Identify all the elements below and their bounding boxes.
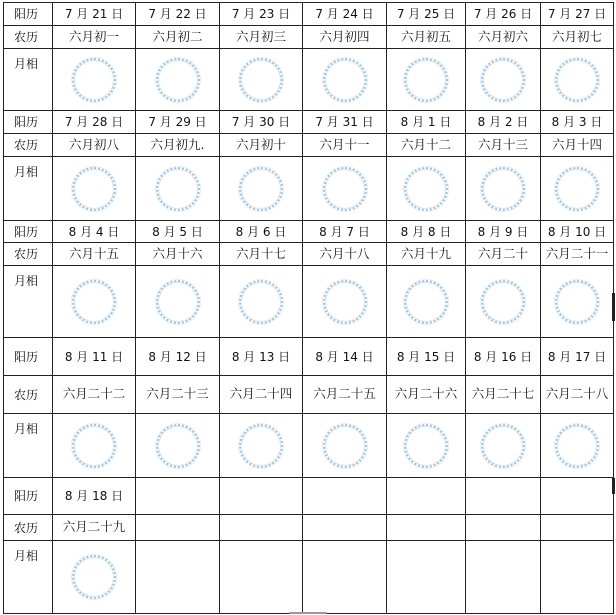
solar-date-cell [387, 478, 466, 515]
moon-phase-cell [303, 266, 387, 338]
lunar-date-cell: 六月初一 [53, 26, 136, 49]
lunar-row-label: 农历 [4, 26, 53, 49]
lunar-row [4, 243, 614, 266]
solar-date-cell [466, 478, 541, 515]
solar-date-cell [303, 478, 387, 515]
solar-date-cell: 8 月 7 日 [303, 221, 387, 243]
lunar-date-cell [466, 515, 541, 541]
solar-date-cell: 8 月 6 日 [220, 221, 303, 243]
phase-row-label: 月相 [4, 49, 53, 111]
solar-row-label: 阳历 [4, 221, 53, 243]
moon-phase-cell [220, 541, 303, 614]
lunar-date-cell [136, 515, 220, 541]
solar-date-cell [220, 478, 303, 515]
moon-phase-cell [220, 157, 303, 221]
solar-date-cell: 8 月 5 日 [136, 221, 220, 243]
moon-phase-cell [466, 49, 541, 111]
solar-row [4, 338, 614, 376]
moon-phase-cell [136, 266, 220, 338]
moon-icon [404, 280, 448, 324]
moon-icon [323, 424, 367, 468]
phase-row-label: 月相 [4, 266, 53, 338]
phase-row-label: 月相 [4, 541, 53, 614]
moon-phase-cell [220, 266, 303, 338]
lunar-date-cell: 六月十一 [303, 134, 387, 157]
moon-icon [323, 280, 367, 324]
moon-phase-cell [136, 541, 220, 614]
lunar-date-cell: 六月二十 [466, 243, 541, 266]
solar-date-cell: 8 月 8 日 [387, 221, 466, 243]
moon-icon [72, 58, 116, 102]
solar-date-cell: 8 月 11 日 [53, 338, 136, 376]
moon-phase-cell [303, 49, 387, 111]
moon-icon [239, 58, 283, 102]
lunar-date-cell [541, 515, 614, 541]
lunar-date-cell: 六月十四 [541, 134, 614, 157]
lunar-date-cell: 六月初五 [387, 26, 466, 49]
solar-date-cell: 8 月 2 日 [466, 111, 541, 134]
moon-icon [156, 167, 200, 211]
lunar-date-cell [387, 515, 466, 541]
moon-icon [156, 58, 200, 102]
solar-date-cell: 7 月 23 日 [220, 3, 303, 26]
moon-phase-cell [466, 157, 541, 221]
phase-row [4, 414, 614, 478]
lunar-row-label: 农历 [4, 376, 53, 414]
lunar-date-cell: 六月二十七 [466, 376, 541, 414]
moon-phase-cell [303, 157, 387, 221]
lunar-date-cell: 六月初三 [220, 26, 303, 49]
solar-date-cell: 7 月 28 日 [53, 111, 136, 134]
solar-date-cell: 7 月 21 日 [53, 3, 136, 26]
solar-date-cell: 8 月 18 日 [53, 478, 136, 515]
lunar-row [4, 376, 614, 414]
moon-phase-cell [387, 541, 466, 614]
moon-phase-calendar-table [3, 2, 614, 614]
moon-icon [72, 167, 116, 211]
moon-phase-cell [303, 414, 387, 478]
lunar-date-cell: 六月十八 [303, 243, 387, 266]
lunar-row [4, 515, 614, 541]
moon-phase-cell [466, 541, 541, 614]
moon-icon [323, 167, 367, 211]
solar-date-cell: 7 月 31 日 [303, 111, 387, 134]
solar-row [4, 111, 614, 134]
moon-icon [481, 280, 525, 324]
solar-date-cell: 8 月 17 日 [541, 338, 614, 376]
solar-date-cell: 7 月 29 日 [136, 111, 220, 134]
lunar-date-cell: 六月初八 [53, 134, 136, 157]
solar-date-cell: 7 月 30 日 [220, 111, 303, 134]
solar-row-label: 阳历 [4, 338, 53, 376]
moon-phase-cell [387, 49, 466, 111]
solar-row [4, 221, 614, 243]
solar-date-cell: 7 月 22 日 [136, 3, 220, 26]
lunar-row-label: 农历 [4, 134, 53, 157]
solar-row-label: 阳历 [4, 3, 53, 26]
lunar-date-cell: 六月初四 [303, 26, 387, 49]
moon-phase-cell [387, 266, 466, 338]
phase-row-label: 月相 [4, 414, 53, 478]
lunar-date-cell: 六月十七 [220, 243, 303, 266]
moon-phase-cell [136, 414, 220, 478]
lunar-date-cell [303, 515, 387, 541]
moon-icon [239, 167, 283, 211]
phase-row [4, 157, 614, 221]
lunar-row [4, 134, 614, 157]
lunar-date-cell: 六月二十三 [136, 376, 220, 414]
moon-icon [555, 167, 599, 211]
lunar-date-cell: 六月二十一 [541, 243, 614, 266]
solar-date-cell: 7 月 26 日 [466, 3, 541, 26]
lunar-date-cell: 六月十六 [136, 243, 220, 266]
page-bottom-marker [289, 612, 327, 614]
moon-phase-cell [220, 49, 303, 111]
moon-phase-cell [303, 541, 387, 614]
solar-date-cell: 7 月 27 日 [541, 3, 614, 26]
moon-icon [481, 167, 525, 211]
lunar-date-cell: 六月二十二 [53, 376, 136, 414]
lunar-date-cell: 六月十九 [387, 243, 466, 266]
phase-row [4, 541, 614, 614]
moon-phase-cell [53, 157, 136, 221]
moon-phase-cell [53, 266, 136, 338]
lunar-date-cell: 六月初九. [136, 134, 220, 157]
lunar-date-cell: 六月二十六 [387, 376, 466, 414]
moon-icon [72, 424, 116, 468]
moon-icon [239, 280, 283, 324]
solar-date-cell: 8 月 14 日 [303, 338, 387, 376]
moon-phase-cell [387, 414, 466, 478]
page-edge-marker [612, 478, 615, 494]
solar-row [4, 3, 614, 26]
moon-phase-cell [220, 414, 303, 478]
moon-icon [481, 424, 525, 468]
lunar-date-cell: 六月初十 [220, 134, 303, 157]
lunar-date-cell: 六月二十四 [220, 376, 303, 414]
lunar-row [4, 26, 614, 49]
moon-phase-cell [53, 414, 136, 478]
lunar-row-label: 农历 [4, 243, 53, 266]
solar-date-cell [136, 478, 220, 515]
lunar-date-cell: 六月十二 [387, 134, 466, 157]
moon-phase-cell [541, 157, 614, 221]
moon-phase-cell [466, 414, 541, 478]
lunar-date-cell: 六月二十九 [53, 515, 136, 541]
phase-row [4, 49, 614, 111]
solar-row-label: 阳历 [4, 478, 53, 515]
phase-row [4, 266, 614, 338]
solar-date-cell: 8 月 12 日 [136, 338, 220, 376]
moon-icon [72, 555, 116, 599]
solar-date-cell: 8 月 3 日 [541, 111, 614, 134]
lunar-date-cell: 六月二十五 [303, 376, 387, 414]
moon-icon [481, 58, 525, 102]
solar-date-cell: 8 月 9 日 [466, 221, 541, 243]
moon-icon [239, 424, 283, 468]
lunar-date-cell [220, 515, 303, 541]
moon-phase-cell [53, 49, 136, 111]
phase-row-label: 月相 [4, 157, 53, 221]
solar-date-cell: 8 月 4 日 [53, 221, 136, 243]
moon-icon [323, 58, 367, 102]
solar-date-cell: 8 月 13 日 [220, 338, 303, 376]
solar-date-cell: 7 月 24 日 [303, 3, 387, 26]
lunar-date-cell: 六月十五 [53, 243, 136, 266]
moon-icon [156, 424, 200, 468]
moon-phase-cell [541, 414, 614, 478]
moon-phase-cell [541, 266, 614, 338]
moon-phase-cell [53, 541, 136, 614]
solar-date-cell: 8 月 15 日 [387, 338, 466, 376]
moon-phase-cell [541, 49, 614, 111]
moon-icon [555, 424, 599, 468]
lunar-date-cell: 六月十三 [466, 134, 541, 157]
lunar-row-label: 农历 [4, 515, 53, 541]
moon-icon [555, 58, 599, 102]
solar-row-label: 阳历 [4, 111, 53, 134]
moon-icon [156, 280, 200, 324]
moon-phase-cell [136, 49, 220, 111]
moon-phase-cell [541, 541, 614, 614]
solar-date-cell: 8 月 16 日 [466, 338, 541, 376]
solar-date-cell [541, 478, 614, 515]
solar-date-cell: 8 月 1 日 [387, 111, 466, 134]
solar-date-cell: 7 月 25 日 [387, 3, 466, 26]
lunar-date-cell: 六月初七 [541, 26, 614, 49]
lunar-date-cell: 六月初二 [136, 26, 220, 49]
moon-icon [404, 424, 448, 468]
moon-phase-cell [136, 157, 220, 221]
solar-date-cell: 8 月 10 日 [541, 221, 614, 243]
lunar-date-cell: 六月初六 [466, 26, 541, 49]
moon-icon [72, 280, 116, 324]
page-edge-marker [612, 293, 615, 321]
moon-icon [404, 58, 448, 102]
moon-phase-cell [387, 157, 466, 221]
moon-icon [404, 167, 448, 211]
solar-row [4, 478, 614, 515]
moon-phase-cell [466, 266, 541, 338]
lunar-date-cell: 六月二十八 [541, 376, 614, 414]
moon-icon [555, 280, 599, 324]
